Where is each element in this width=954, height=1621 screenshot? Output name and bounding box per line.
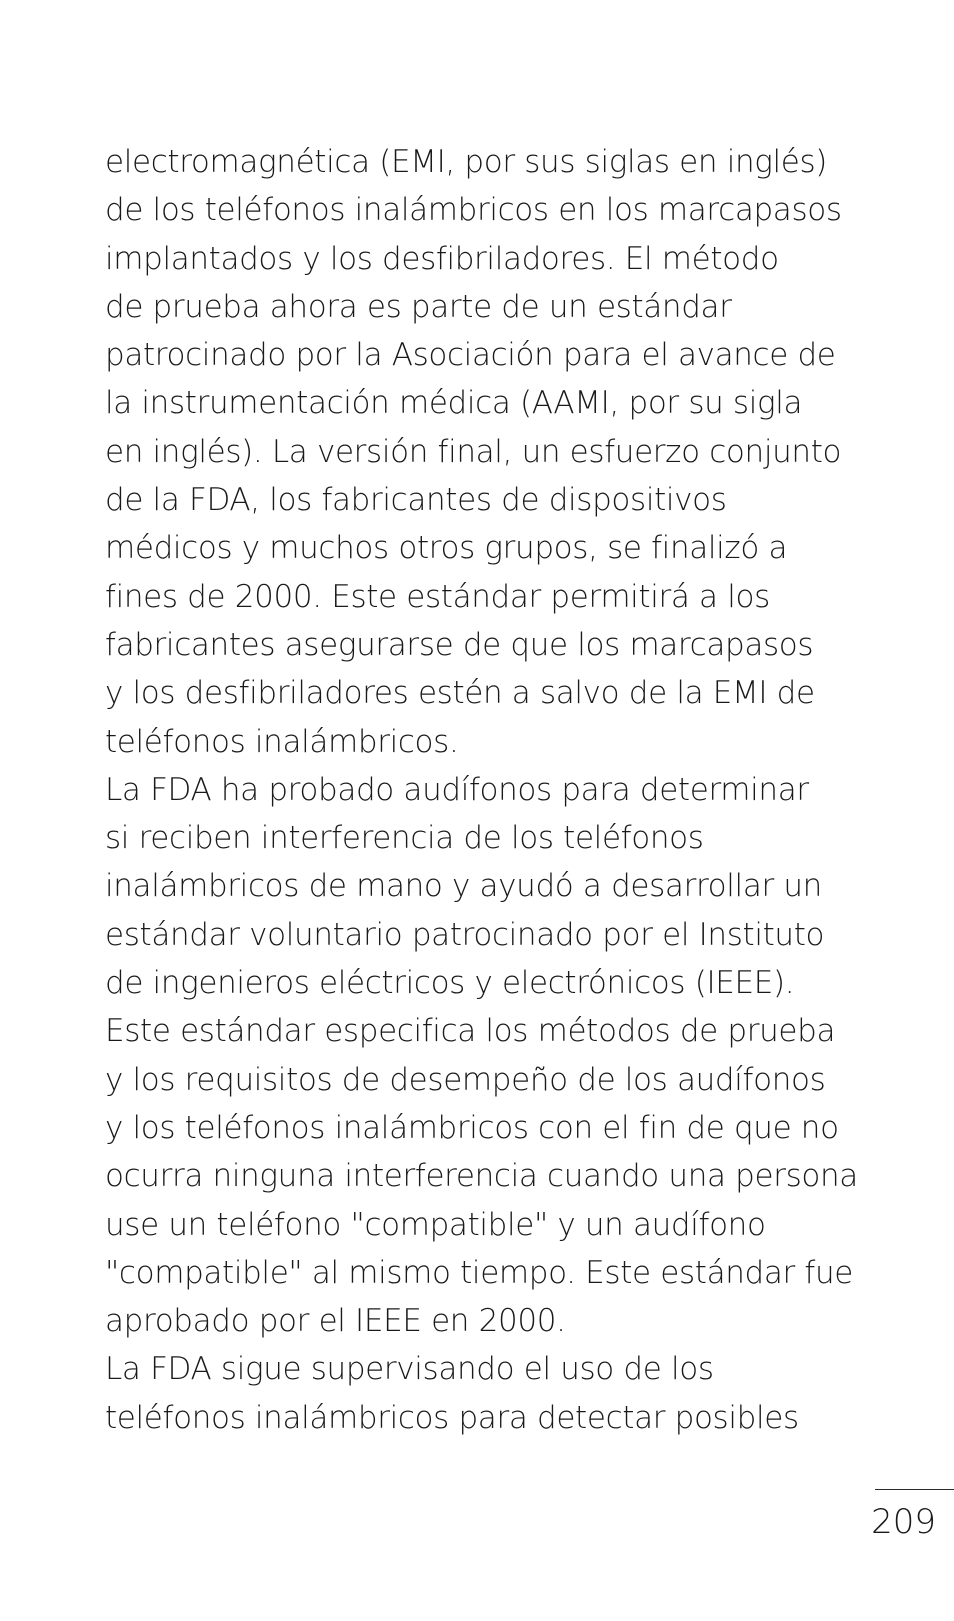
page-number: 209 (871, 1502, 936, 1542)
text-line: de prueba ahora es parte de un estándar (105, 288, 732, 325)
footer-divider (875, 1489, 954, 1490)
text-line: de la FDA, los fabricantes de dispositivos (105, 482, 727, 519)
text-line: aprobado por el IEEE en 2000. (105, 1303, 566, 1340)
text-line: teléfonos inalámbricos. (105, 723, 459, 760)
text-line: fabricantes asegurarse de que los marcapasos (105, 626, 814, 663)
text-line: y los requisitos de desempeño de los audífonos (105, 1061, 826, 1098)
text-line: "compatible" al mismo tiempo. Este estándar fue (105, 1254, 853, 1291)
text-line: electromagnética (EMI, por sus siglas en inglés) (105, 144, 828, 180)
text-line: Este estándar especifica los métodos de prueba (105, 1013, 836, 1050)
text-line: la instrumentación médica (AAMI, por su sigla (105, 385, 803, 422)
text-line: patrocinado por la Asociación para el avance de (105, 337, 836, 374)
text-line: médicos y muchos otros grupos, se finalizó a (105, 530, 788, 567)
text-line: La FDA ha probado audífonos para determinar (105, 771, 809, 808)
text-line: implantados y los desfibriladores. El método (105, 240, 779, 277)
text-line: y los teléfonos inalámbricos con el fin de que no (105, 1109, 839, 1146)
text-line: estándar voluntario patrocinado por el Instituto (105, 916, 825, 953)
body-text (105, 138, 895, 1442)
text-line: inalámbricos de mano y ayudó a desarrollar un (105, 868, 822, 905)
text-line: use un teléfono "compatible" y un audífono (105, 1206, 766, 1243)
text-line: y los desfibriladores estén a salvo de la EMI de (105, 675, 815, 712)
text-line: en inglés). La versión final, un esfuerzo conjunto (105, 433, 842, 470)
text-line: teléfonos inalámbricos para detectar posibles (105, 1399, 799, 1436)
text-line: si reciben interferencia de los teléfonos (105, 820, 704, 857)
text-line: fines de 2000. Este estándar permitirá a los (105, 578, 770, 615)
text-line: ocurra ninguna interferencia cuando una persona (105, 1158, 858, 1195)
text-line: La FDA sigue supervisando el uso de los (105, 1351, 714, 1388)
text-line: de ingenieros eléctricos y electrónicos (IEEE). (105, 965, 795, 1002)
text-line: de los teléfonos inalámbricos en los marcapasos (105, 192, 842, 229)
